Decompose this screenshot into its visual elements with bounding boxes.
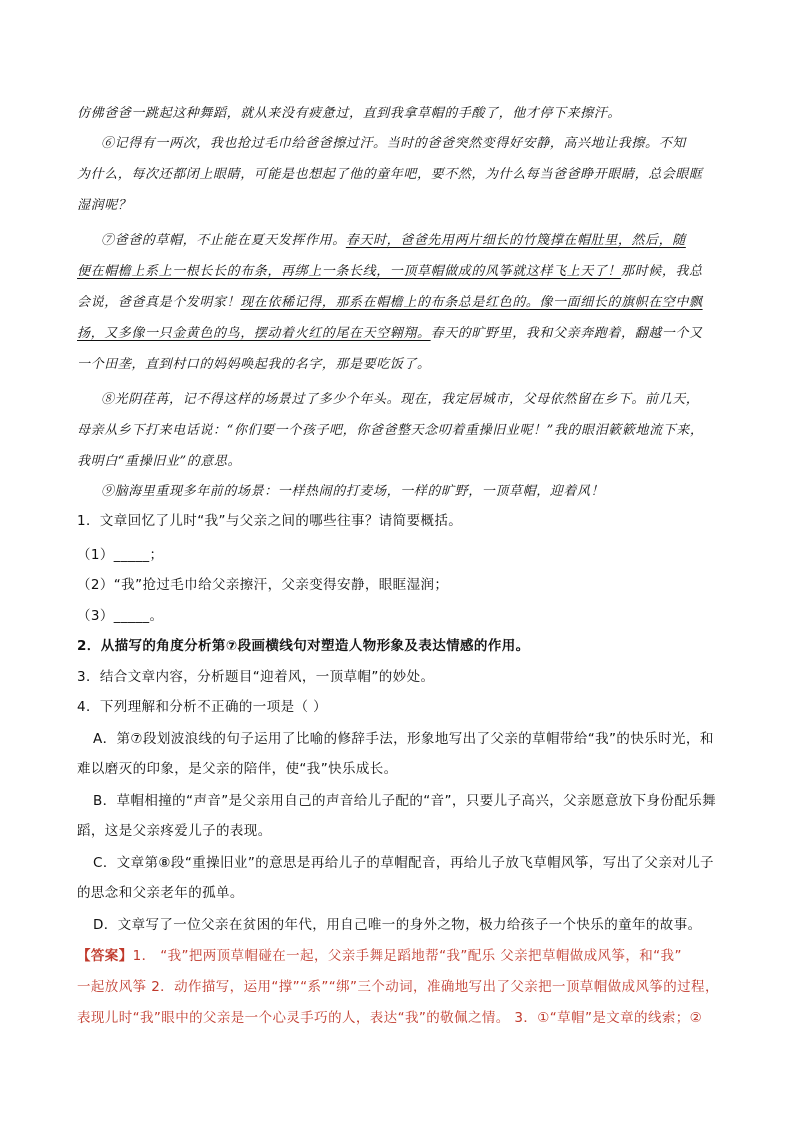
passage-para-6-line2: 为什么，每次还都闭上眼睛，可能是也想起了他的童年吧，要不然，为什么每当爸爸睁开眼睛，总会眼眶: [77, 167, 703, 182]
answer-label: 【答案】: [77, 948, 133, 964]
option-a-line2: 难以磨灭的印象，是父亲的陪伴，使“我”快乐成长。: [77, 761, 398, 777]
option-b-line2: 蹈，这是父亲疼爱儿子的表现。: [77, 823, 272, 839]
passage-para-6-line1: ⑥记得有一两次，我也抢过毛巾给爸爸擦过汗。当时的爸爸突然变得好安静，高兴地让我擦。不知: [101, 136, 686, 151]
passage-para-8-line3: 我明白“重操旧业”的意思。: [77, 454, 242, 469]
question-1-blank-1: （1）_____；: [77, 547, 164, 563]
passage-para-7-line5: 一个田垄，直到村口的妈妈唤起我的名字，那是要吃饭了。: [77, 357, 431, 372]
question-4: 4．下列理解和分析不正确的一项是（ ）: [77, 699, 327, 715]
option-a-line1: A．第⑦段划波浪线的句子运用了比喻的修辞手法，形象地写出了父亲的草帽带给“我”的快乐时光，和: [93, 731, 714, 747]
passage-line: 仿佛爸爸一跳起这种舞蹈，就从来没有疲惫过，直到我拿草帽的手酸了，他才停下来擦汗。: [77, 106, 622, 121]
wavy-sentence: 扬，又多像一只金黄色的鸟，摆动着火红的尾在天空翱翔。: [77, 326, 431, 341]
passage-para-7-line1: [101, 231, 741, 251]
question-1-item-2: （2）“我”抢过毛巾给父亲擦汗，父亲变得安静，眼眶湿润；: [77, 577, 449, 593]
passage-para-6-line3: 湿润呢？: [77, 198, 132, 213]
passage-para-7-line4: [77, 324, 717, 344]
option-b-line1: B．草帽相撞的“声音”是父亲用自己的声音给儿子配的“音”，只要儿子高兴，父亲愿意放下身份配乐舞: [93, 793, 717, 809]
para-7-text: ⑦爸爸的草帽，不止能在夏天发挥作用。: [101, 233, 346, 248]
passage-para-8-line1: ⑧光阴荏苒，记不得这样的场景过了多少个年头。现在，我定居城市，父母依然留在乡下。前几天，: [101, 392, 700, 407]
passage-para-8-line2: 母亲从乡下打来电话说：“你们要一个孩子吧，你爸爸整天念叨着重操旧业呢！”我的眼泪簌簌地流下来，: [77, 423, 704, 438]
option-d: D．文章写了一位父亲在贫困的年代，用自己唯一的身外之物，极力给孩子一个快乐的童年的故事。: [93, 917, 702, 933]
question-3: 3．结合文章内容，分析题目“迎着风，一顶草帽”的妙处。: [77, 669, 435, 685]
answer-text: 1． “我”把两顶草帽碰在一起，父亲手舞足蹈地帮“我”配乐 父亲把草帽做成风筝，和“我”: [132, 948, 682, 964]
answer-line3: 表现儿时“我”眼中的父亲是一个心灵手巧的人，表达“我”的敬佩之情。 3．①“草帽”是文章的线索；②: [77, 1010, 703, 1026]
question-1: 1．文章回忆了儿时“我”与父亲之间的哪些往事？请简要概括。: [77, 513, 463, 529]
option-c-line1: C．文章第⑧段“重操旧业”的意思是再给儿子的草帽配音，再给儿子放飞草帽风筝，写出了父亲对儿子: [93, 855, 714, 871]
para-7-text: 那时候，我总: [621, 264, 703, 279]
question-1-blank-3: （3）_____。: [77, 608, 164, 624]
answer-line2: 一起放风筝 2．动作描写，运用“撑”“系”“绑”三个动词，准确地写出了父亲把一顶草帽做成风筝的过程，: [77, 979, 719, 995]
passage-para-7-line3: [77, 293, 717, 313]
passage-para-7-line2: [77, 262, 717, 282]
para-7-text: 会说，爸爸真是个发明家！: [77, 295, 241, 310]
underlined-sentence: 春天时，爸爸先用两片细长的竹篾撑在帽肚里，然后，随: [345, 233, 686, 248]
underlined-sentence: 便在帽檐上系上一根长长的布条，再绑上一条长线，一顶草帽做成的风筝就这样飞上天了！: [77, 264, 622, 279]
wavy-sentence: 现在依稀记得，那系在帽檐上的布条总是红色的。像一面细长的旗帜在空中飘: [240, 295, 703, 310]
question-2: 2．从描写的角度分析第⑦段画横线句对塑造人物形象及表达情感的作用。: [77, 638, 530, 654]
option-c-line2: 的思念和父亲老年的孤单。: [77, 885, 244, 901]
para-7-text: 春天的旷野里，我和父亲奔跑着，翻越一个又: [430, 326, 703, 341]
passage-para-9: ⑨脑海里重现多年前的场景：一样热闹的打麦场，一样的旷野，一顶草帽，迎着风！: [101, 484, 605, 499]
answer-line1: [77, 946, 727, 966]
